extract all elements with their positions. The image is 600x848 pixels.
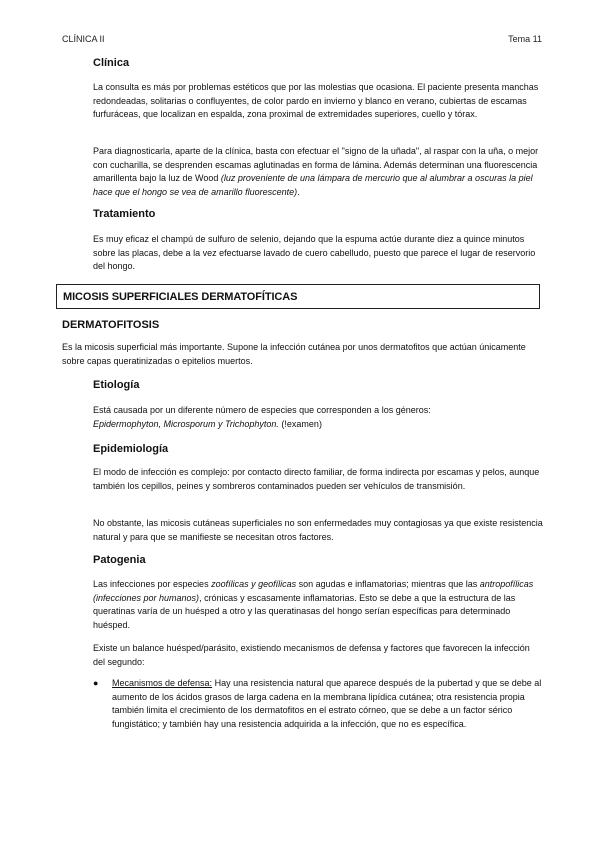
- bullet-label: Mecanismos de defensa:: [112, 678, 213, 688]
- bullet-icon: ●: [93, 678, 99, 688]
- paragraph-tratamiento: Es muy eficaz el champú de sulfuro de selenio, dejando que la espuma actúe durante diez a quince minutos sobre las placas, debe a la vez efectuarse lavado de cuero cabelludo, puesto que parece el lugar de reservorio del hongo.: [93, 234, 536, 272]
- paragraph-patogenia-1: [93, 578, 543, 632]
- text-clinica-2: Para diagnosticarla, aparte de la clínica, basta con efectuar el "signo de la uñada", al raspar con la uña, o mejor con cucharilla, se desprenden escamas aglutinadas en forma de lámina. Además determinan una fluorescencia amarillenta bajo la luz de Wood: [93, 146, 539, 184]
- paragraph-dermatofitosis: Es la micosis superficial más importante. Supone la infección cutánea por unos dermatofitos que actúan únicamente sobre capas queratinizadas o epitelios muertos.: [62, 342, 526, 366]
- section-heading-box: [56, 284, 540, 309]
- text-clinica-2-italic: (luz proveniente de una lámpara de mercurio que al alumbrar a oscuras la piel hace que el hongo se vea de amarillo fluorescente): [93, 173, 533, 197]
- section-heading: MICOSIS SUPERFICIALES DERMATOFÍTICAS: [63, 291, 298, 303]
- heading-patogenia: Patogenia: [93, 554, 146, 566]
- text-etiologia: Está causada por un diferente número de especies que corresponden a los géneros:: [93, 405, 431, 415]
- paragraph-epidemiologia-1: El modo de infección es complejo: por contacto directo familiar, de forma indirecta por escamas y pelos, aunque también los cepillos, peines y sombreros contaminados pueden ser vehículos de transmisión.: [93, 467, 540, 491]
- text-patogenia-b: zoofílicas y geofílicas: [211, 579, 297, 589]
- paragraph-etiologia: [93, 404, 543, 431]
- text-clinica-2-end: .: [297, 186, 300, 197]
- text-patogenia-c: son agudas e inflamatorias; mientras que las: [296, 579, 480, 589]
- text-etiologia-genera: Epidermophyton, Microsporum y Trichophyton.: [93, 418, 279, 429]
- text-patogenia-a: Las infecciones por especies: [93, 579, 212, 589]
- paragraph-clinica-1: La consulta es más por problemas estéticos que por las molestias que ocasiona. El paciente presenta manchas redondeadas, solitarias o confluyentes, de color pardo en invierno y blanco en verano, cubiertas de escamas furfuráceas, que localizan en espalda, zona proximal de extremidades superiores, cuello y tórax.: [93, 82, 539, 120]
- text-patogenia-e: , crónicas y escasamente inflamatorias. Esto se debe a que la estructura de las queratinas varía de un huésped a otro y las queratinasas del hongo serían específicas para determinado huésped.: [93, 592, 516, 630]
- header-topic: Tema 11: [508, 34, 542, 44]
- list-item-mecanismos: [93, 677, 544, 731]
- heading-tratamiento: Tratamiento: [93, 208, 156, 220]
- header-course: CLÍNICA II: [62, 34, 105, 44]
- heading-epidemiologia: Epidemiología: [93, 443, 169, 455]
- heading-clinica: Clínica: [93, 57, 130, 69]
- paragraph-clinica-2: [93, 145, 543, 199]
- heading-dermatofitosis: DERMATOFITOSIS: [62, 319, 160, 331]
- paragraph-epidemiologia-2: No obstante, las micosis cutáneas superficiales no son enfermedades muy contagiosas ya que existe resistencia natural y para que se manifieste se necesitan otros factores.: [93, 518, 543, 542]
- paragraph-patogenia-2: Existe un balance huésped/parásito, existiendo mecanismos de defensa y factores que favorecen la infección del segundo:: [93, 643, 530, 667]
- text-patogenia-d: antropofílicas (infecciones por humanos): [93, 579, 534, 603]
- heading-etiologia: Etiología: [93, 379, 140, 391]
- bullet-text: Hay una resistencia natural que aparece después de la pubertad y que se debe al aumento de los ácidos grasos de larga cadena en la membrana lipídica cutánea; otra resistencia propia también limita el crecimiento de los dermatofitos en el estrato córneo, que se debe a un factor sérico fungistático; y también hay una resistencia adquirida a la infección, que no es específica.: [112, 678, 542, 729]
- text-etiologia-note: (!examen): [278, 418, 322, 429]
